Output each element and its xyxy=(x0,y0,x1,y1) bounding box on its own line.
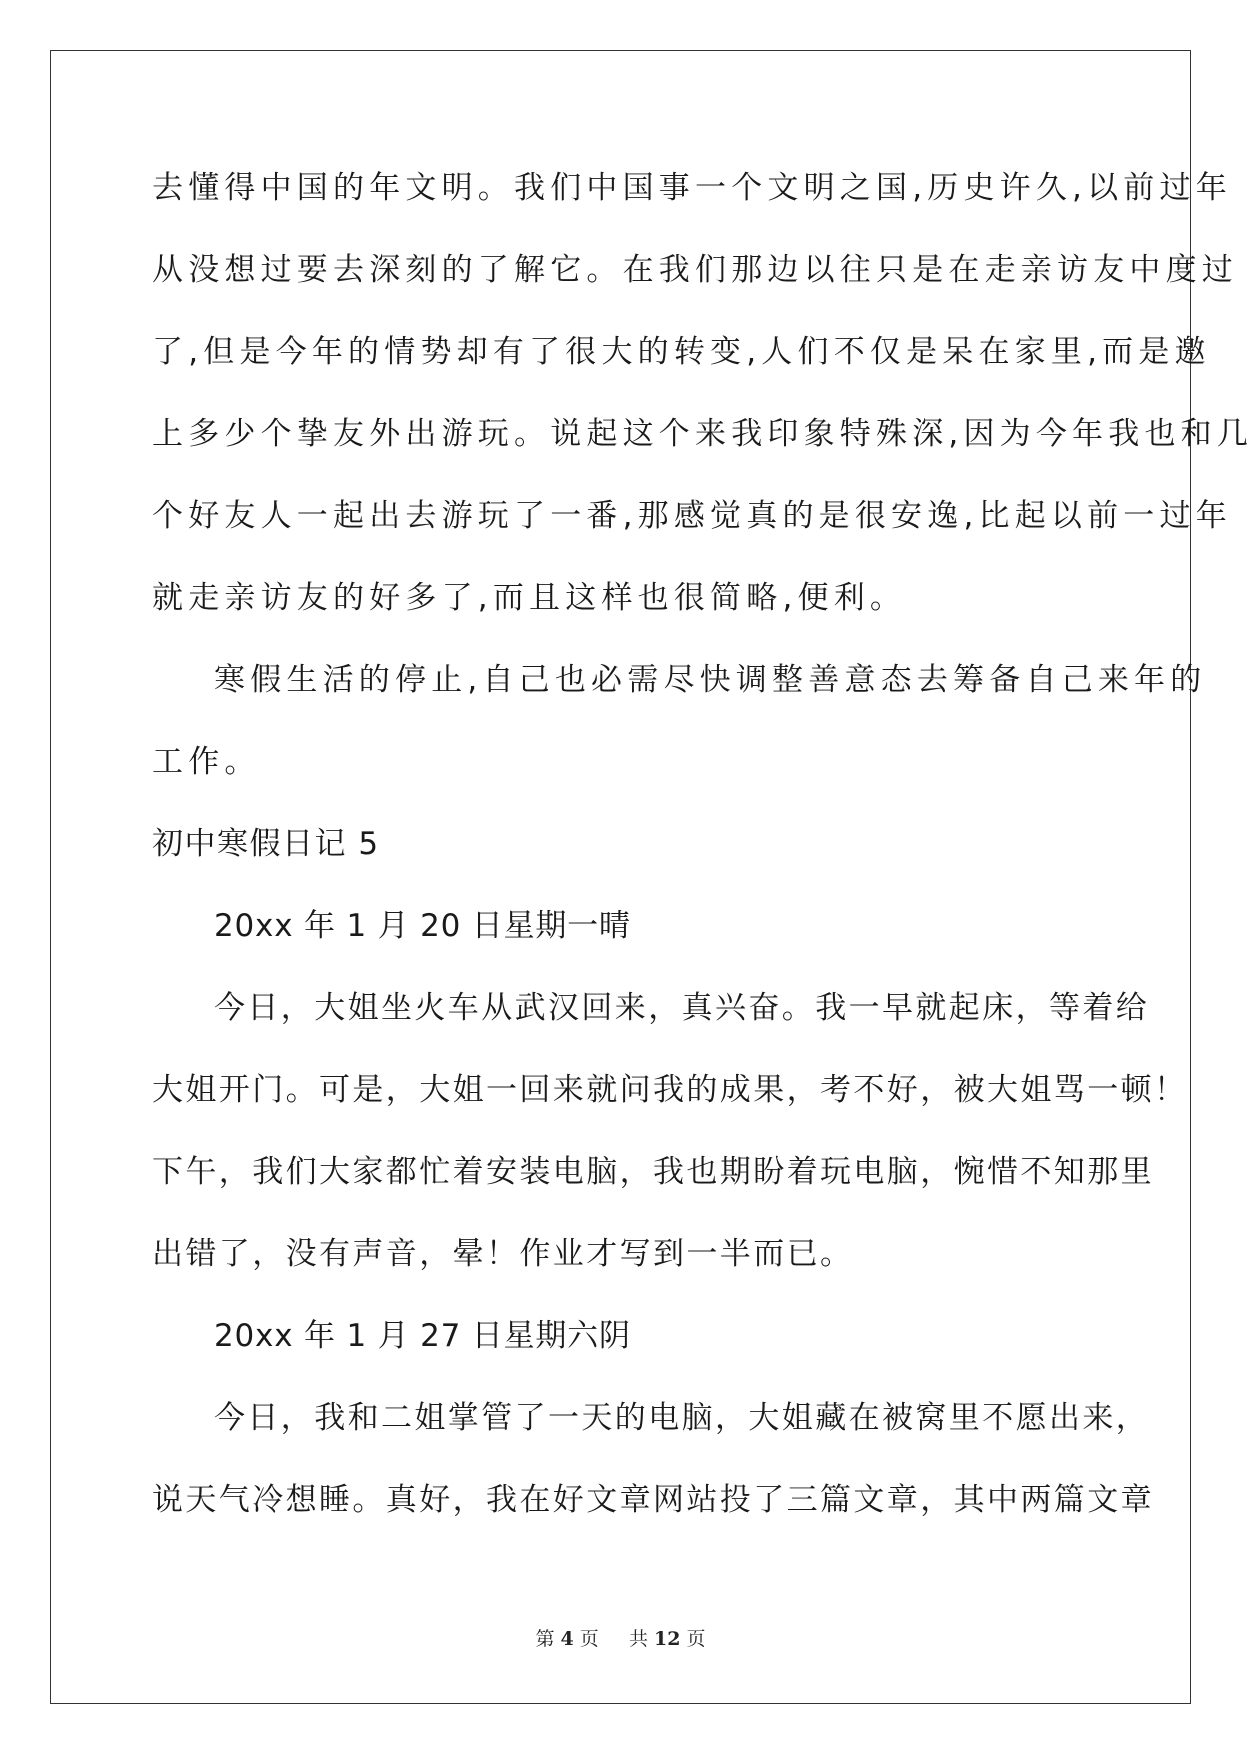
paragraph-line: 了,但是今年的情势却有了很大的转变,人们不仅是呆在家里,而是邀 xyxy=(152,334,1211,370)
paragraph-line: 今日，我和二姐掌管了一天的电脑，大姐藏在被窝里不愿出来， xyxy=(214,1400,1150,1436)
page-footer xyxy=(0,1624,1241,1651)
total-prefix: 共 xyxy=(628,1628,648,1650)
page-total: 12 xyxy=(653,1628,681,1650)
paragraph-line: 大姐开门。可是，大姐一回来就问我的成果，考不好，被大姐骂一顿！ xyxy=(152,1072,1188,1108)
paragraph-line: 个好友人一起出去游玩了一番,那感觉真的是很安逸,比起以前一过年 xyxy=(152,498,1232,534)
page-prefix: 第 xyxy=(535,1628,555,1650)
paragraph-line: 工作。 xyxy=(152,744,261,780)
paragraph-line: 寒假生活的停止,自己也必需尽快调整善意态去筹备自己来年的 xyxy=(214,662,1207,698)
diary-date: 20xx 年 1 月 27 日星期六阴 xyxy=(214,1318,631,1354)
diary-date: 20xx 年 1 月 20 日星期一晴 xyxy=(214,908,631,944)
paragraph-line: 今日，大姐坐火车从武汉回来，真兴奋。我一早就起床，等着给 xyxy=(214,990,1150,1026)
document-body xyxy=(152,160,1253,1554)
page-current: 4 xyxy=(560,1628,574,1650)
paragraph-line: 出错了，没有声音，晕！作业才写到一半而已。 xyxy=(152,1236,854,1272)
total-unit: 页 xyxy=(686,1628,706,1650)
paragraph-line: 下午，我们大家都忙着安装电脑，我也期盼着玩电脑，惋惜不知那里 xyxy=(152,1154,1154,1190)
paragraph-line: 说天气冷想睡。真好，我在好文章网站投了三篇文章，其中两篇文章 xyxy=(152,1482,1154,1518)
section-title: 初中寒假日记 5 xyxy=(152,826,380,862)
paragraph-line: 上多少个挚友外出游玩。说起这个来我印象特殊深,因为今年我也和几 xyxy=(152,416,1253,452)
paragraph-line: 从没想过要去深刻的了解它。在我们那边以往只是在走亲访友中度过 xyxy=(152,252,1238,288)
paragraph-line: 就走亲访友的好多了,而且这样也很简略,便利。 xyxy=(152,580,907,616)
page-unit: 页 xyxy=(579,1628,599,1650)
paragraph-line: 去懂得中国的年文明。我们中国事一个文明之国,历史许久,以前过年 xyxy=(152,170,1232,206)
